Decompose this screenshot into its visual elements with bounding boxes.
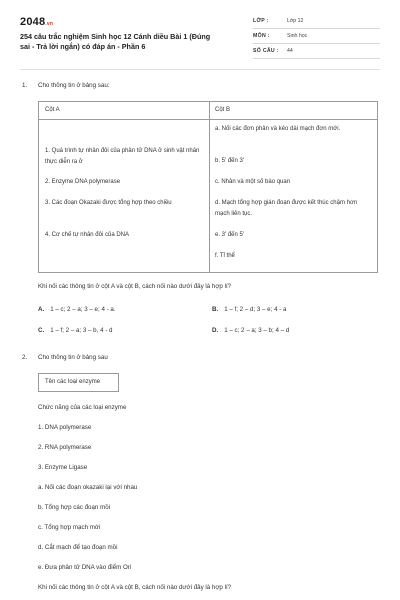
logo-main: 2048: [20, 16, 46, 28]
function-item: d. Cắt mạch để tạo đoạn mồi: [38, 544, 118, 551]
table-cell: a. Nối các đơn phân và kéo dài mạch đơn mới.: [215, 126, 341, 132]
table-cell: d. Mạch tổng hợp gián đoạn được kết thúc chậm hơn mạch liên tục.: [215, 200, 358, 217]
option-letter: D.: [212, 327, 219, 334]
function-item: b. Tổng hợp các đoạn mồi: [38, 504, 111, 511]
meta-key: LỚP :: [253, 18, 269, 24]
table-cell: 1. Quá trình tự nhân đôi của phân tử DNA ở sinh vật nhân thực diễn ra ở: [45, 148, 200, 165]
question-number: 1.: [22, 82, 28, 89]
logo-suffix: .vn: [45, 21, 54, 27]
meta-value: 44: [287, 48, 293, 54]
site-logo[interactable]: [20, 16, 53, 28]
answer-option-b[interactable]: [212, 306, 286, 313]
document-header: [20, 14, 380, 62]
option-text: 1 – f; 2 – d; 3 – e; 4 - a: [224, 306, 287, 313]
meta-row-count: [253, 44, 380, 59]
enzyme-item: 1. DNA polymerase: [38, 424, 92, 431]
table-cell: 3. Các đoạn Okazaki được tổng hợp theo chiều: [45, 200, 172, 206]
question-prompt: Cho thông tin ở bảng sau:: [38, 82, 110, 89]
meta-value: Lớp 12: [287, 18, 304, 24]
table-cell: 2. Enzyme DNA polymerase: [45, 179, 121, 185]
option-letter: A.: [38, 306, 45, 313]
option-letter: C.: [38, 327, 45, 334]
meta-value: Sinh học: [287, 33, 308, 39]
document-title: 254 câu trắc nghiệm Sinh học 12 Cánh diều Bài 1 (Đúng sai - Trả lời ngắn) có đáp án - Phần 6: [20, 32, 211, 51]
meta-row-subject: [253, 29, 380, 44]
meta-key: SỐ CÂU :: [253, 48, 279, 54]
function-item: e. Đưa phân tử DNA vào điểm Ori: [38, 564, 132, 571]
option-text: 1 – c; 2 – a; 3 – b; 4 – d: [224, 327, 290, 334]
function-item: c. Tổng hợp mạch mới: [38, 524, 101, 531]
answer-option-c[interactable]: [38, 327, 112, 334]
table-header: Cột A: [45, 107, 60, 113]
option-text: 1 – f; 2 – a; 3 – b, 4 - d: [50, 327, 113, 334]
table-divider: [39, 119, 377, 120]
answer-option-d[interactable]: [212, 327, 289, 334]
table-cell: b. 5' đến 3': [215, 158, 244, 164]
enzyme-names-box: Tên các loại enzyme: [38, 373, 119, 392]
functions-heading: Chức năng của các loại enzyme: [38, 404, 127, 411]
option-text: 1 – c; 2 – a; 3 – e; 4 - a.: [50, 306, 116, 313]
function-item: a. Nối các đoạn okazaki lại với nhau: [38, 484, 138, 491]
question-text: Khi nối các thông tin ở cột A và cột B, cách nối nào dưới đây là hợp lí?: [38, 283, 232, 290]
table-cell: 4. Cơ chế tự nhân đôi của DNA: [45, 232, 129, 238]
option-letter: B.: [212, 306, 219, 313]
enzyme-item: 2. RNA polymerase: [38, 444, 92, 451]
header-divider: [20, 69, 380, 70]
matching-table: [38, 101, 378, 273]
question-prompt: Cho thông tin ở bảng sau: [38, 354, 108, 361]
question-text: Khi nối các thông tin ở cột A và cột B, cách nối nào dưới đây là hợp lí?: [38, 584, 232, 591]
question-number: 2.: [22, 354, 28, 361]
table-cell: c. Nhân và một số bào quan: [215, 179, 291, 185]
enzyme-item: 3. Enzyme Ligase: [38, 464, 88, 471]
meta-panel: [253, 14, 380, 59]
table-divider: [209, 102, 210, 272]
answer-option-a[interactable]: [38, 306, 116, 313]
table-header: Cột B: [215, 107, 231, 113]
meta-row-grade: [253, 14, 380, 29]
meta-key: MÔN :: [253, 33, 270, 39]
table-cell: f. Tỉ thể: [215, 253, 235, 259]
table-cell: e. 3' đến 5': [215, 232, 244, 238]
